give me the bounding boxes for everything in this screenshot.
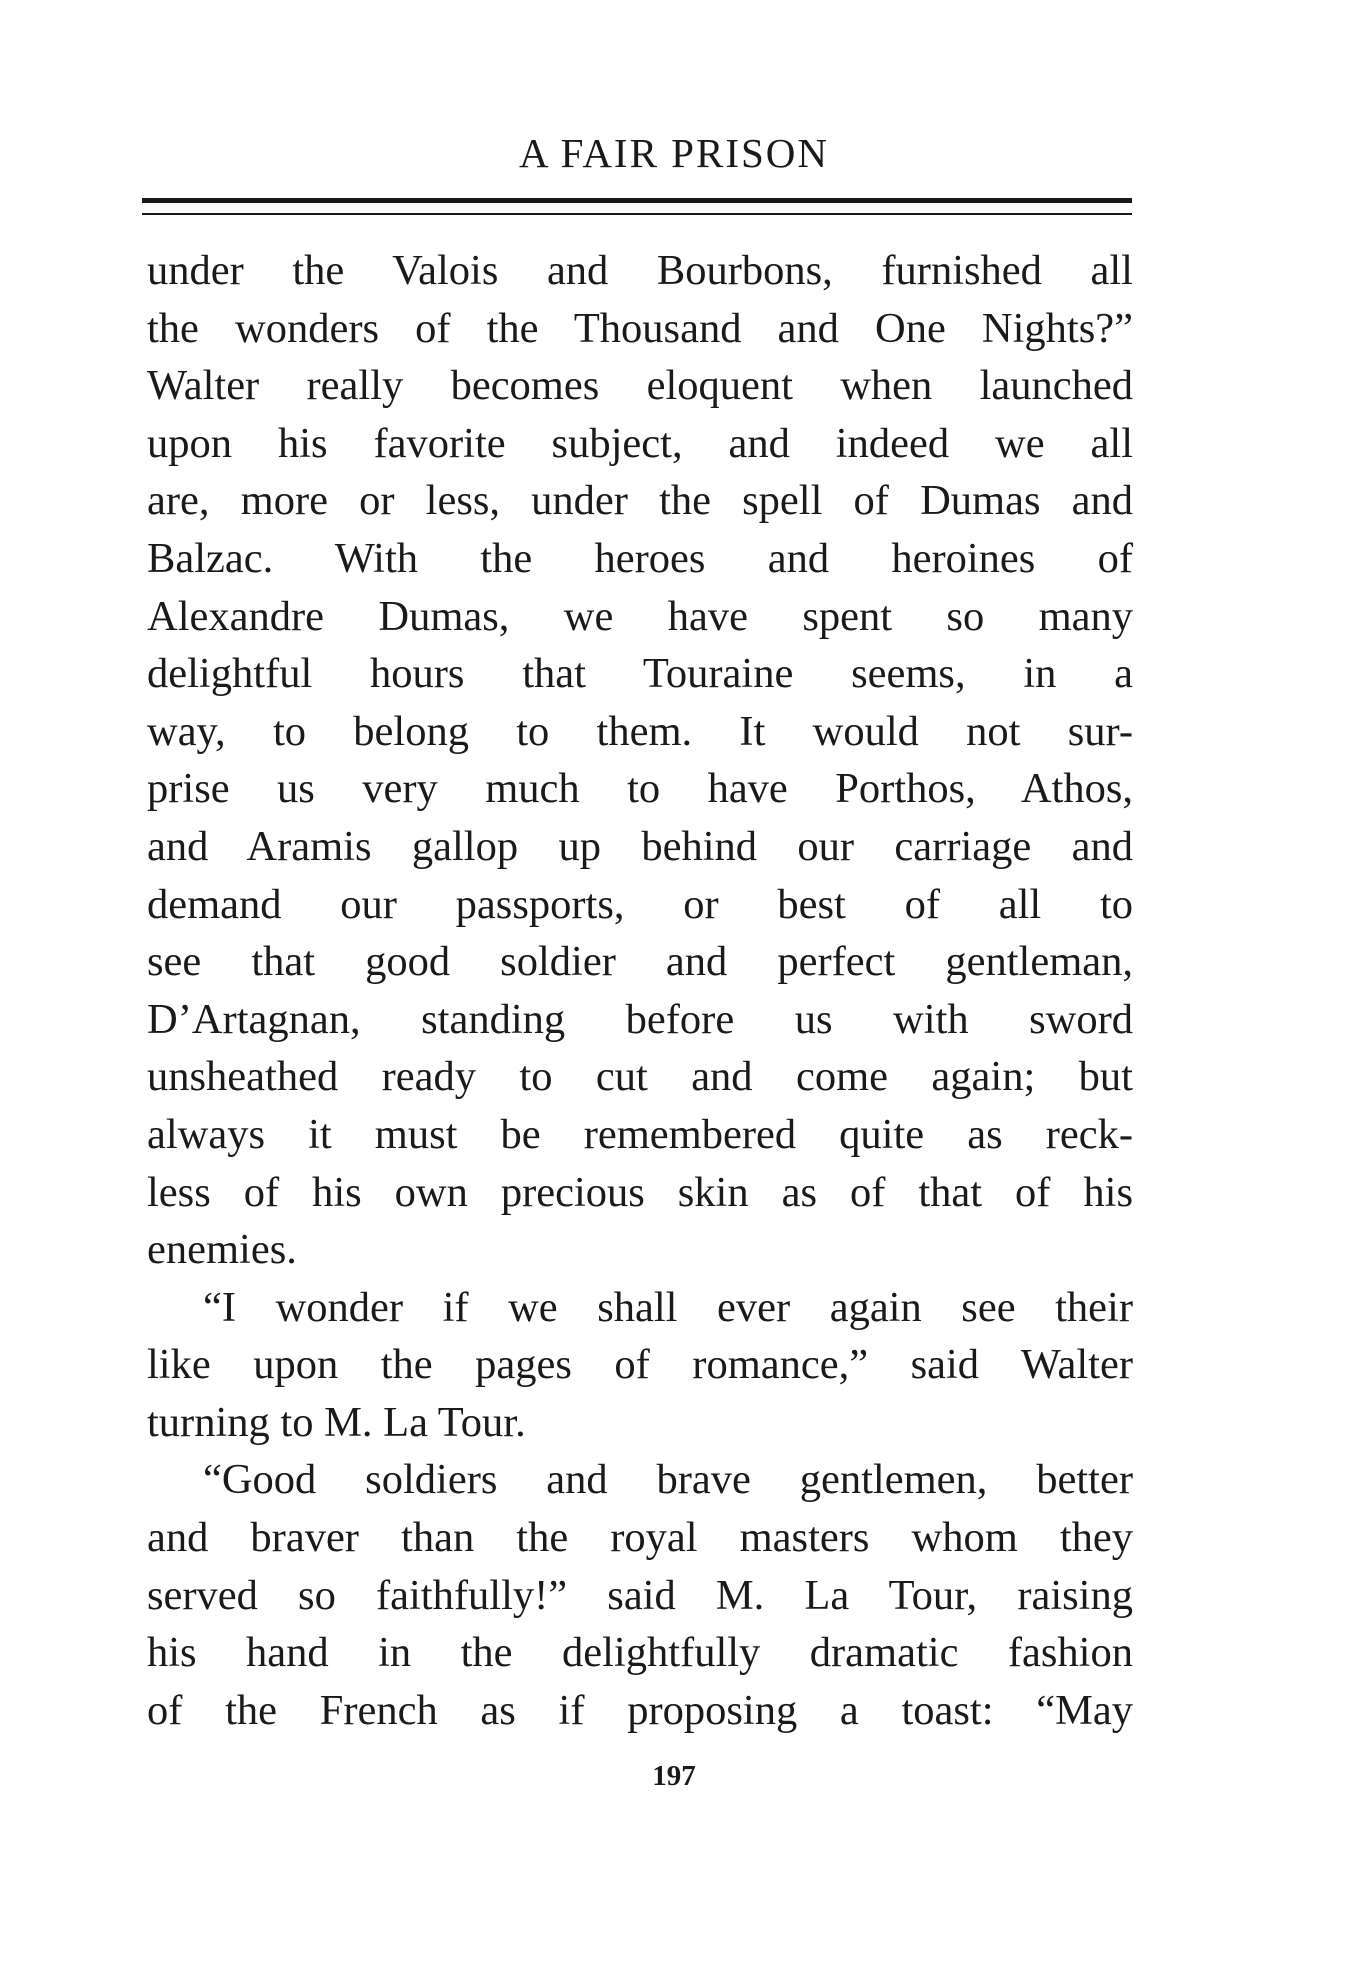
header-rule-thin xyxy=(142,213,1132,215)
text-line: Alexandre Dumas, we have spent so many xyxy=(147,592,1133,640)
header-rule-thick xyxy=(142,198,1132,203)
text-line: demand our passports, or best of all to xyxy=(147,880,1133,928)
text-line: delightful hours that Touraine seems, in a xyxy=(147,650,1133,698)
running-title: A FAIR PRISON xyxy=(518,130,830,176)
text-line: under the Valois and Bourbons, furnished all xyxy=(147,247,1133,294)
text-line: “Good soldiers and brave gentlemen, better xyxy=(203,1456,1133,1504)
page-number: 197 xyxy=(652,1760,696,1792)
text-line: always it must be remembered quite as reck- xyxy=(147,1110,1133,1158)
text-line: Balzac. With the heroes and heroines of xyxy=(147,534,1133,582)
body-text xyxy=(147,242,1133,1739)
text-line: are, more or less, under the spell of Dumas and xyxy=(147,477,1133,525)
text-line: upon his favorite subject, and indeed we all xyxy=(147,419,1133,467)
text-line: see that good soldier and perfect gentleman, xyxy=(147,938,1133,986)
text-line: D’Artagnan, standing before us with sword xyxy=(147,995,1133,1043)
text-line: the wonders of the Thousand and One Nights?” xyxy=(147,304,1133,352)
text-line: enemies. xyxy=(147,1226,297,1274)
text-line: prise us very much to have Porthos, Athos, xyxy=(147,765,1133,813)
text-line: way, to belong to them. It would not sur- xyxy=(147,707,1133,755)
text-line: unsheathed ready to cut and come again; but xyxy=(147,1053,1133,1101)
text-line: Walter really becomes eloquent when launched xyxy=(147,362,1133,410)
text-line: his hand in the delightfully dramatic fashion xyxy=(147,1629,1133,1677)
text-line: of the French as if proposing a toast: “May xyxy=(147,1686,1133,1734)
text-line: turning to M. La Tour. xyxy=(147,1398,526,1446)
text-line: served so faithfully!” said M. La Tour, raising xyxy=(147,1571,1133,1619)
text-line: like upon the pages of romance,” said Walter xyxy=(147,1341,1133,1389)
text-line: “I wonder if we shall ever again see their xyxy=(203,1283,1133,1331)
text-line: and Aramis gallop up behind our carriage and xyxy=(147,822,1133,870)
text-line: and braver than the royal masters whom they xyxy=(147,1514,1133,1562)
text-line: less of his own precious skin as of that of his xyxy=(147,1168,1133,1216)
